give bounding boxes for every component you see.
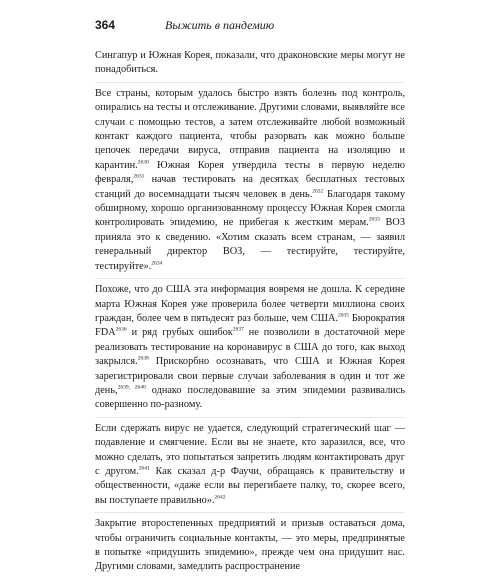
page-header xyxy=(95,17,405,33)
footnote-ref: 2632 xyxy=(312,188,324,195)
footnote-ref: 2638 xyxy=(137,355,149,362)
paragraph-text: Если сдержать вирус не удается, следующий стратегический шаг — подавление и смягчение. Если вы не знаете, кто заразился, все, что можно сделать, это попытаться запретить людям контактировать друг с другом. xyxy=(95,422,405,477)
running-title: Выжить в пандемию xyxy=(165,18,275,32)
body-text xyxy=(95,49,405,579)
paragraph-text: не позволили в достаточной мере реализовать тестирование на коронавирус в США до того, как выход закрылся. xyxy=(95,327,405,368)
paragraph-text: Южная Корея утвердила тесты в первую неделю февраля, xyxy=(95,159,405,186)
paragraph-text: начав тестировать на десятках бесплатных тестовых станций до восемнадцати тысяч человек в день. xyxy=(95,174,405,200)
paragraph-text: однако последовавшие за этим эпидемии развивались совершенно по-разному. xyxy=(95,384,405,411)
footnote-ref: 2635 xyxy=(338,312,350,319)
paragraph-text: Закрытие второстепенных предприятий и призыв оставаться дома, чтобы ограничить социальные контакты, — это меры, предпринятые в попытке «придушить эпидемию», прежде чем она придушит нас. Другими словами, замедлить распространение xyxy=(95,518,405,573)
paragraph xyxy=(95,512,405,579)
footnote-ref: 2633 xyxy=(368,217,380,224)
paragraph xyxy=(95,278,405,417)
paragraph-text: Похоже, что до США эта информация вовремя не дошла. К середине марта Южная Корея уже проверила более четверти миллиона своих граждан, более чем в пятьдесят раз больше, чем США. xyxy=(95,284,405,324)
paragraph xyxy=(95,417,405,512)
paragraph-text: Сингапур и Южная Корея, показали, что драконовские меры могут не понадобиться. xyxy=(95,50,405,76)
paragraph-text: Благодаря такому обширному, хорошо организованному процессу Южная Корея смогла контролировать эпидемию, не прибегая к жестким мерам. xyxy=(95,188,405,229)
paragraph-text: Прискорбно осознавать, что США и Южная Корея зарегистрировали свои первые случаи заболевания в один и тот же день, xyxy=(95,356,405,396)
footnote-ref: 2639, 2640 xyxy=(117,384,146,391)
footnote-ref: 2634 xyxy=(151,260,163,267)
footnote-ref: 2641 xyxy=(138,465,150,472)
paragraph-text: Бюрократия FDA xyxy=(95,312,405,339)
footnote-ref: 2631 xyxy=(133,173,145,180)
paragraph-text: Все страны, которым удалось быстро взять болезнь под контроль, опирались на тесты и отслеживание. Другими словами, выявляйте все случаи с помощью тестов, а затем отслеживайте любой возможный контакт каждого пациента, чтобы разорвать как можно больше цепочек передачи вируса, отправив пациента на изоляцию и карантин. xyxy=(95,87,405,171)
footnote-ref: 2636 xyxy=(115,326,127,333)
paragraph-text: и ряд грубых ошибок xyxy=(126,327,233,339)
page-number: 364 xyxy=(95,18,116,32)
footnote-ref: 2637 xyxy=(232,326,244,333)
footnote-ref: 2642 xyxy=(214,494,226,501)
paragraph xyxy=(95,49,405,82)
paragraph xyxy=(95,82,405,278)
footnote-ref: 2630 xyxy=(137,159,149,166)
paragraph-text: ВОЗ приняла это к сведению. «Хотим сказать всем странам, — заявил генеральный директор ВОЗ, — тестируйте, тестируйте, тестируйте». xyxy=(95,217,406,272)
paragraph-text: Как сказал д-р Фаучи, обращаясь к правительству и общественности, «даже если вы перегибаете палку, то, скорее всего, вы поступаете правильно». xyxy=(95,465,405,506)
